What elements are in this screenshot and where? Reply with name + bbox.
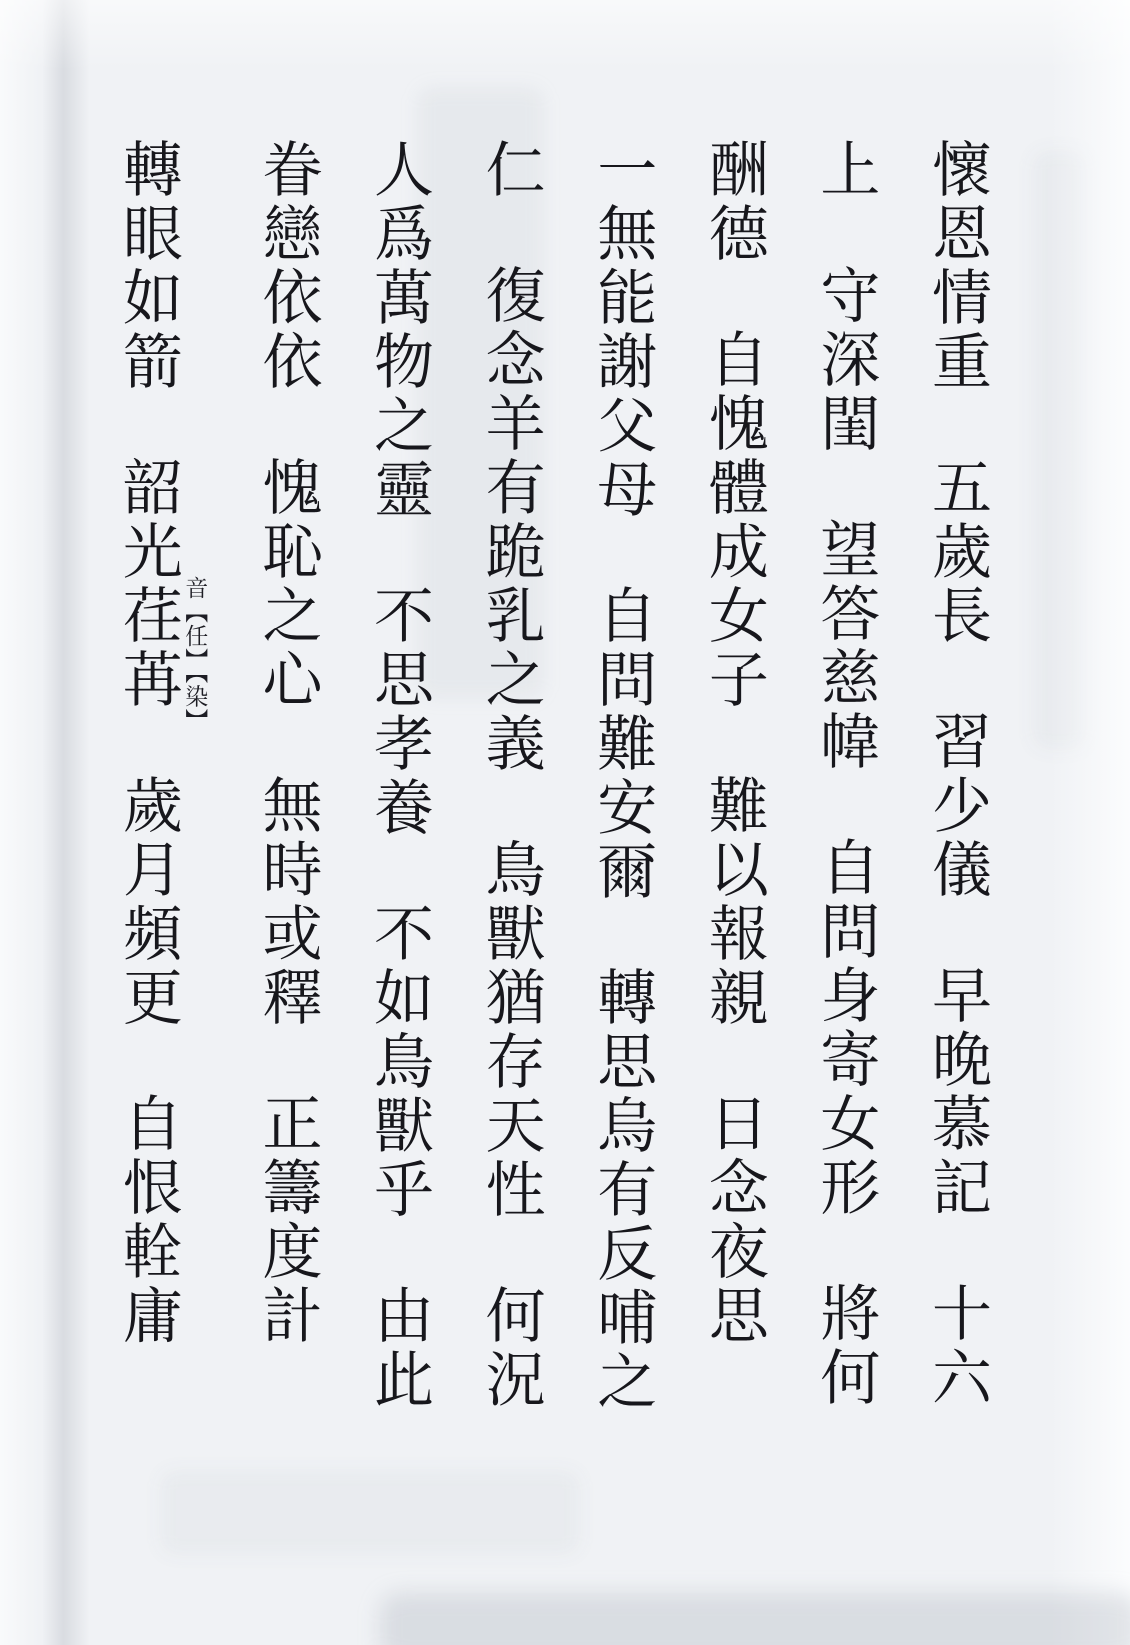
bleed-through-artifact [1032,150,1087,750]
phrase: 望答慈幃 [812,518,879,774]
page-bottom-shadow [380,1593,1130,1645]
phrase: 懷恩情重 [924,138,990,394]
text-column-4 [590,138,654,1414]
phrase: 仁 [477,138,544,202]
phrase: 轉眼如箭 [114,138,181,394]
phrase: 將何 [812,1282,879,1410]
text-column-6 [366,138,433,1414]
phrase: 由此 [366,1284,433,1412]
phrase: 愧恥之心 [254,456,321,712]
phrase: 無時或釋 [254,774,321,1030]
vertical-text-block [67,138,988,1414]
phrase: 守深閨 [812,264,879,456]
phrase: 早晚慕記 [924,964,990,1220]
phrase: 難以報親 [700,774,767,1030]
phrase: 復念羊有跪乳之義 [477,264,544,776]
page-edge-highlight [0,0,1130,70]
phrase: 自愧體成女子 [700,328,767,712]
page-edge-highlight [0,0,40,1645]
phrase: 正籌度計 [254,1092,321,1348]
bleed-through-artifact [160,1470,580,1555]
text-column-1 [924,138,988,1414]
phrase: 十六 [924,1282,990,1410]
text-column-2 [813,138,877,1414]
phrase: 自問身寄女形 [812,836,879,1220]
phrase: 人爲萬物之靈 [366,138,433,522]
phrase: 轉思烏有反哺之 [589,966,656,1414]
text-column-8 [114,138,208,1414]
phrase: 韶光荏苒 音【任】【染】 [114,456,208,733]
pronunciation-annotation: 音【任】【染】 [182,576,208,733]
phrase: 不思孝養 [366,584,433,840]
phrase: 自問難安爾 [589,584,656,904]
phrase: 歲月頻更 [114,774,181,1030]
phrase: 不如鳥獸乎 [366,902,433,1222]
phrase: 日念夜思 [700,1092,767,1348]
phrase: 何況 [477,1284,544,1412]
phrase: 習少儀 [924,710,990,902]
phrase: 自恨輇庸 [114,1092,181,1348]
page-edge-highlight [1050,0,1130,1645]
phrase: 眷戀依依 [254,138,321,394]
text-column-5 [478,138,542,1414]
phrase: 五歲長 [924,456,990,648]
phrase: 鳥獸猶存天性 [477,838,544,1222]
phrase: 酬德 [700,138,767,266]
text-column-7 [255,138,319,1414]
text-column-3 [701,138,765,1414]
phrase: 一無能謝父母 [589,138,656,522]
phrase: 上 [812,138,879,202]
